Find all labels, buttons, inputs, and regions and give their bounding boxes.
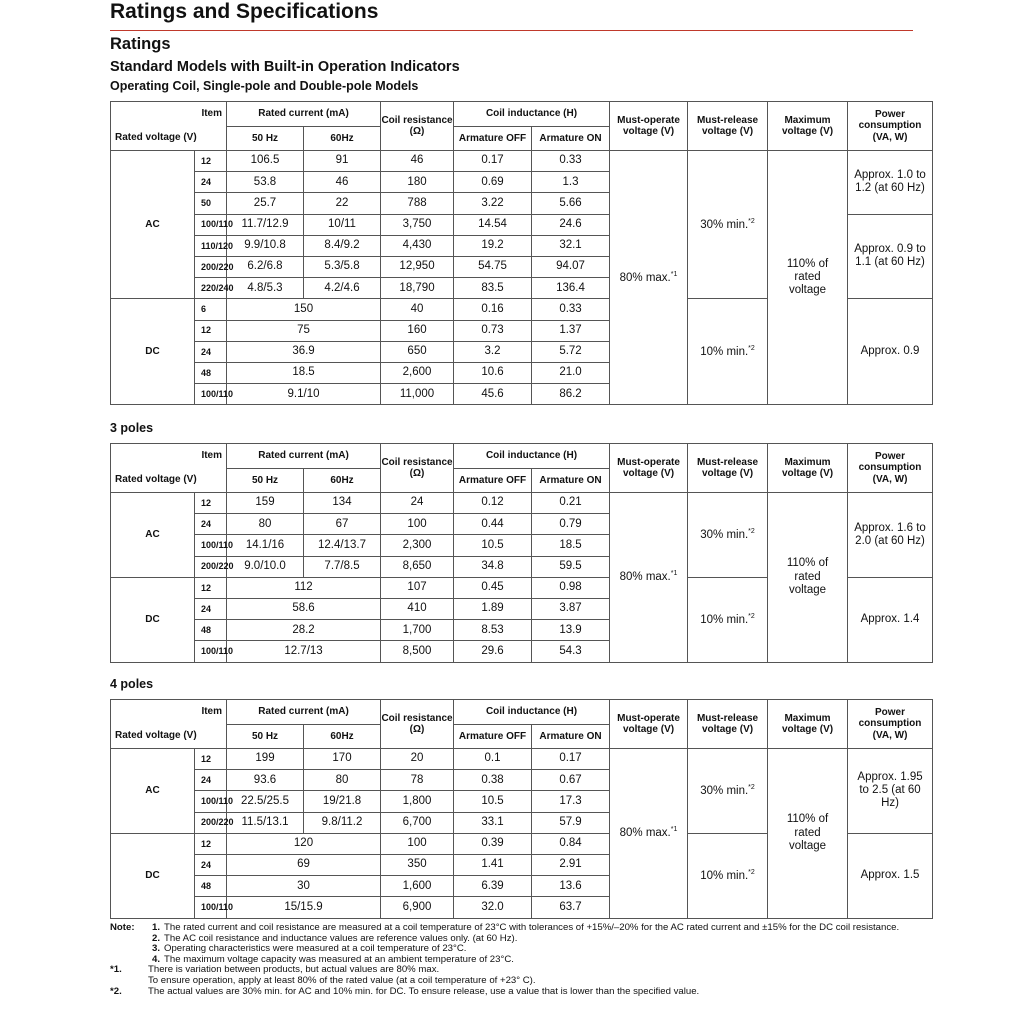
armature-off-cell: 0.17 (454, 151, 532, 172)
header-armature-off: Armature OFF (454, 126, 532, 151)
current-60hz-cell: 7.7/8.5 (304, 556, 381, 577)
armature-on-cell: 5.72 (532, 341, 610, 362)
coil-resistance-cell: 100 (381, 514, 454, 535)
must-operate-cell: 80% max.$^{*1}$ (610, 151, 688, 405)
power-ac-cell: Approx. 1.95 to 2.5 (at 60 Hz) (848, 749, 933, 834)
dc-group-label: DC (111, 577, 195, 662)
note-text: The rated current and coil resistance are measured at a coil temperature of 23°C with tolerances of +15%/–20% for the AC rated current and ±15% for the DC coil resistance. (164, 922, 900, 933)
armature-off-cell: 54.75 (454, 256, 532, 277)
header-max-voltage: Maximum voltage (V) (768, 700, 848, 749)
armature-on-cell: 1.37 (532, 320, 610, 341)
header-armature-on: Armature ON (532, 126, 610, 151)
header-armature-on: Armature ON (532, 724, 610, 749)
armature-off-cell: 0.73 (454, 320, 532, 341)
ac-group-label: AC (111, 151, 195, 299)
armature-off-cell: 32.0 (454, 897, 532, 918)
current-60hz-cell: 46 (304, 172, 381, 193)
current-50hz-cell: 6.2/6.8 (227, 256, 304, 277)
armature-off-cell: 19.2 (454, 235, 532, 256)
current-50hz-cell: 80 (227, 514, 304, 535)
current-50hz-cell: 53.8 (227, 172, 304, 193)
armature-on-cell: 13.6 (532, 876, 610, 897)
coil-resistance-cell: 160 (381, 320, 454, 341)
armature-on-cell: 0.33 (532, 151, 610, 172)
header-item: Item (111, 102, 227, 127)
current-50hz-cell: 25.7 (227, 193, 304, 214)
spec-table (110, 443, 933, 663)
header-coil-resistance: Coil resistance (Ω) (381, 700, 454, 749)
coil-resistance-cell: 40 (381, 299, 454, 320)
footnote-1-label: *1. (110, 964, 122, 976)
rated-voltage-cell: 200/220 (195, 256, 227, 277)
armature-on-cell: 86.2 (532, 384, 610, 405)
power-dc-cell: Approx. 1.4 (848, 577, 933, 662)
note-number: 3. (151, 943, 160, 955)
armature-on-cell: 0.33 (532, 299, 610, 320)
must-operate-cell: 80% max.$^{*1}$ (610, 749, 688, 919)
armature-on-cell: 32.1 (532, 235, 610, 256)
header-must-release: Must-release voltage (V) (688, 700, 768, 749)
header-coil-resistance: Coil resistance (Ω) (381, 444, 454, 493)
footnote-1-continued (110, 976, 915, 987)
rated-current-cell: 58.6 (227, 598, 381, 619)
coil-resistance-cell: 350 (381, 854, 454, 875)
coil-resistance-cell: 12,950 (381, 256, 454, 277)
armature-off-cell: 45.6 (454, 384, 532, 405)
armature-off-cell: 83.5 (454, 278, 532, 299)
ac-group-label: AC (111, 493, 195, 578)
rated-current-cell: 15/15.9 (227, 897, 381, 918)
armature-off-cell: 0.69 (454, 172, 532, 193)
rated-current-cell: 12.7/13 (227, 641, 381, 662)
current-60hz-cell: 170 (304, 749, 381, 770)
rated-current-cell: 120 (227, 833, 381, 854)
armature-on-cell: 63.7 (532, 897, 610, 918)
current-50hz-cell: 93.6 (227, 770, 304, 791)
header-rated-voltage: Rated voltage (V) (111, 724, 227, 749)
header-max-voltage: Maximum voltage (V) (768, 102, 848, 151)
spec-table (110, 699, 933, 919)
armature-off-cell: 0.16 (454, 299, 532, 320)
armature-on-cell: 2.91 (532, 854, 610, 875)
current-60hz-cell: 12.4/13.7 (304, 535, 381, 556)
footnote-2-text: The actual values are 30% min. for AC and 10% min. for DC. To ensure release, use a value that is lower than the specified value. (148, 985, 700, 997)
header-power: Power consumption (VA, W) (848, 444, 933, 493)
must-release-ac-cell: 30% min.$^{*2}$ (688, 749, 768, 834)
footnote-2-label: *2. (110, 985, 122, 997)
rated-voltage-cell: 200/220 (195, 556, 227, 577)
header-60hz: 60Hz (304, 468, 381, 493)
rated-voltage-cell: 100/110 (195, 791, 227, 812)
armature-on-cell: 54.3 (532, 641, 610, 662)
rated-voltage-cell: 220/240 (195, 278, 227, 299)
current-50hz-cell: 22.5/25.5 (227, 791, 304, 812)
footnote-1-text-2: To ensure operation, apply at least 80% of the rated value (at a coil temperature of +23° C). (148, 974, 536, 986)
max-voltage-cell: 110% of rated voltage (768, 151, 848, 405)
header-60hz: 60Hz (304, 724, 381, 749)
rated-voltage-cell: 24 (195, 770, 227, 791)
page-title: Ratings and Specifications (110, 0, 379, 23)
header-rated-current: Rated current (mA) (227, 102, 381, 127)
header-power: Power consumption (VA, W) (848, 700, 933, 749)
armature-on-cell: 57.9 (532, 812, 610, 833)
rated-voltage-cell: 12 (195, 320, 227, 341)
rated-current-cell: 69 (227, 854, 381, 875)
header-50hz: 50 Hz (227, 724, 304, 749)
current-60hz-cell: 134 (304, 493, 381, 514)
note-number: 4. (151, 953, 160, 965)
coil-resistance-cell: 2,300 (381, 535, 454, 556)
max-voltage-cell: 110% of rated voltage (768, 493, 848, 663)
rated-current-cell: 28.2 (227, 620, 381, 641)
rated-current-cell: 30 (227, 876, 381, 897)
must-release-dc-cell: 10% min.$^{*2}$ (688, 833, 768, 918)
header-50hz: 50 Hz (227, 468, 304, 493)
current-60hz-cell: 67 (304, 514, 381, 535)
note-item (110, 923, 915, 934)
dc-group-label: DC (111, 833, 195, 918)
rated-voltage-cell: 12 (195, 833, 227, 854)
rated-current-cell: 75 (227, 320, 381, 341)
current-50hz-cell: 11.7/12.9 (227, 214, 304, 235)
coil-resistance-cell: 78 (381, 770, 454, 791)
armature-on-cell: 59.5 (532, 556, 610, 577)
armature-off-cell: 1.89 (454, 598, 532, 619)
must-release-ac-cell: 30% min.$^{*2}$ (688, 493, 768, 578)
header-rated-current: Rated current (mA) (227, 444, 381, 469)
subsection-heading: Standard Models with Built-in Operation Indicators (110, 59, 460, 75)
rated-voltage-cell: 200/220 (195, 812, 227, 833)
rated-voltage-cell: 110/120 (195, 235, 227, 256)
rated-voltage-cell: 12 (195, 493, 227, 514)
power-ac-cell-2: Approx. 0.9 to 1.1 (at 60 Hz) (848, 214, 933, 299)
dc-group-label: DC (111, 299, 195, 405)
armature-on-cell: 17.3 (532, 791, 610, 812)
note-number: 1. (151, 922, 160, 933)
note-text: The AC coil resistance and inductance values are reference values only. (at 60 Hz). (164, 932, 518, 944)
header-must-release: Must-release voltage (V) (688, 102, 768, 151)
header-rated-voltage: Rated voltage (V) (111, 126, 227, 151)
current-60hz-cell: 5.3/5.8 (304, 256, 381, 277)
armature-off-cell: 6.39 (454, 876, 532, 897)
rated-voltage-cell: 100/110 (195, 897, 227, 918)
header-item: Item (111, 700, 227, 725)
current-50hz-cell: 199 (227, 749, 304, 770)
rated-current-cell: 9.1/10 (227, 384, 381, 405)
current-50hz-cell: 14.1/16 (227, 535, 304, 556)
armature-on-cell: 18.5 (532, 535, 610, 556)
coil-resistance-cell: 1,700 (381, 620, 454, 641)
rated-voltage-cell: 48 (195, 362, 227, 383)
current-60hz-cell: 80 (304, 770, 381, 791)
current-60hz-cell: 9.8/11.2 (304, 812, 381, 833)
coil-resistance-cell: 6,900 (381, 897, 454, 918)
current-60hz-cell: 4.2/4.6 (304, 278, 381, 299)
armature-off-cell: 14.54 (454, 214, 532, 235)
rated-current-cell: 112 (227, 577, 381, 598)
armature-on-cell: 1.3 (532, 172, 610, 193)
armature-off-cell: 0.1 (454, 749, 532, 770)
coil-resistance-cell: 3,750 (381, 214, 454, 235)
header-coil-inductance: Coil inductance (H) (454, 700, 610, 725)
coil-resistance-cell: 1,800 (381, 791, 454, 812)
rated-voltage-cell: 24 (195, 598, 227, 619)
armature-on-cell: 0.67 (532, 770, 610, 791)
current-50hz-cell: 9.9/10.8 (227, 235, 304, 256)
coil-resistance-cell: 410 (381, 598, 454, 619)
rated-voltage-cell: 24 (195, 341, 227, 362)
coil-resistance-cell: 20 (381, 749, 454, 770)
current-50hz-cell: 11.5/13.1 (227, 812, 304, 833)
section-label-3-poles: 3 poles (110, 421, 154, 435)
header-60hz: 60Hz (304, 126, 381, 151)
current-60hz-cell: 19/21.8 (304, 791, 381, 812)
power-dc-cell: Approx. 1.5 (848, 833, 933, 918)
footnote-2 (110, 987, 915, 998)
header-must-operate: Must-operate voltage (V) (610, 102, 688, 151)
coil-resistance-cell: 2,600 (381, 362, 454, 383)
notes-section (110, 923, 915, 997)
armature-on-cell: 0.98 (532, 577, 610, 598)
armature-off-cell: 0.12 (454, 493, 532, 514)
header-must-operate: Must-operate voltage (V) (610, 700, 688, 749)
armature-off-cell: 8.53 (454, 620, 532, 641)
header-must-operate: Must-operate voltage (V) (610, 444, 688, 493)
spec-table (110, 101, 933, 405)
current-50hz-cell: 9.0/10.0 (227, 556, 304, 577)
power-ac-cell: Approx. 1.6 to 2.0 (at 60 Hz) (848, 493, 933, 578)
coil-resistance-cell: 11,000 (381, 384, 454, 405)
rated-current-cell: 150 (227, 299, 381, 320)
armature-on-cell: 136.4 (532, 278, 610, 299)
current-60hz-cell: 91 (304, 151, 381, 172)
coil-resistance-cell: 24 (381, 493, 454, 514)
current-50hz-cell: 159 (227, 493, 304, 514)
armature-on-cell: 94.07 (532, 256, 610, 277)
power-ac-cell: Approx. 1.0 to 1.2 (at 60 Hz) (848, 151, 933, 215)
armature-on-cell: 0.84 (532, 833, 610, 854)
coil-resistance-cell: 8,650 (381, 556, 454, 577)
rated-voltage-cell: 6 (195, 299, 227, 320)
armature-off-cell: 0.44 (454, 514, 532, 535)
table-row (111, 493, 933, 514)
coil-resistance-cell: 6,700 (381, 812, 454, 833)
note-number: 2. (151, 932, 160, 944)
max-voltage-cell: 110% of rated voltage (768, 749, 848, 919)
armature-on-cell: 3.87 (532, 598, 610, 619)
rated-current-cell: 18.5 (227, 362, 381, 383)
coil-resistance-cell: 4,430 (381, 235, 454, 256)
current-60hz-cell: 22 (304, 193, 381, 214)
armature-off-cell: 10.5 (454, 535, 532, 556)
header-rated-current: Rated current (mA) (227, 700, 381, 725)
rated-voltage-cell: 100/110 (195, 535, 227, 556)
rated-voltage-cell: 12 (195, 151, 227, 172)
header-max-voltage: Maximum voltage (V) (768, 444, 848, 493)
current-60hz-cell: 10/11 (304, 214, 381, 235)
armature-on-cell: 0.17 (532, 749, 610, 770)
rated-voltage-cell: 100/110 (195, 641, 227, 662)
header-power: Power consumption (VA, W) (848, 102, 933, 151)
armature-on-cell: 5.66 (532, 193, 610, 214)
armature-off-cell: 29.6 (454, 641, 532, 662)
coil-resistance-cell: 8,500 (381, 641, 454, 662)
header-coil-inductance: Coil inductance (H) (454, 102, 610, 127)
armature-on-cell: 13.9 (532, 620, 610, 641)
coil-resistance-cell: 180 (381, 172, 454, 193)
coil-resistance-cell: 46 (381, 151, 454, 172)
armature-off-cell: 10.6 (454, 362, 532, 383)
ac-group-label: AC (111, 749, 195, 834)
header-item: Item (111, 444, 227, 469)
coil-resistance-cell: 788 (381, 193, 454, 214)
armature-on-cell: 24.6 (532, 214, 610, 235)
armature-off-cell: 10.5 (454, 791, 532, 812)
header-coil-inductance: Coil inductance (H) (454, 444, 610, 469)
rated-current-cell: 36.9 (227, 341, 381, 362)
must-release-dc-cell: 10% min.$^{*2}$ (688, 299, 768, 405)
header-armature-on: Armature ON (532, 468, 610, 493)
armature-on-cell: 0.21 (532, 493, 610, 514)
armature-off-cell: 0.38 (454, 770, 532, 791)
power-dc-cell: Approx. 0.9 (848, 299, 933, 405)
table-row (111, 749, 933, 770)
rated-voltage-cell: 12 (195, 749, 227, 770)
coil-resistance-cell: 18,790 (381, 278, 454, 299)
footnote-1-text: There is variation between products, but actual values are 80% max. (148, 964, 440, 976)
header-50hz: 50 Hz (227, 126, 304, 151)
armature-off-cell: 3.22 (454, 193, 532, 214)
armature-off-cell: 3.2 (454, 341, 532, 362)
rated-voltage-cell: 100/110 (195, 384, 227, 405)
rated-voltage-cell: 24 (195, 514, 227, 535)
section-label-4-poles: 4 poles (110, 677, 154, 691)
armature-off-cell: 33.1 (454, 812, 532, 833)
note-text: The maximum voltage capacity was measured at an ambient temperature of 23°C. (164, 953, 514, 965)
header-rated-voltage: Rated voltage (V) (111, 468, 227, 493)
coil-resistance-cell: 107 (381, 577, 454, 598)
rated-voltage-cell: 24 (195, 172, 227, 193)
armature-off-cell: 0.39 (454, 833, 532, 854)
armature-off-cell: 34.8 (454, 556, 532, 577)
header-armature-off: Armature OFF (454, 468, 532, 493)
header-armature-off: Armature OFF (454, 724, 532, 749)
current-50hz-cell: 4.8/5.3 (227, 278, 304, 299)
coil-resistance-cell: 1,600 (381, 876, 454, 897)
armature-on-cell: 0.79 (532, 514, 610, 535)
rated-voltage-cell: 50 (195, 193, 227, 214)
table-row (111, 151, 933, 172)
table-heading-single-double-pole: Operating Coil, Single-pole and Double-pole Models (110, 79, 419, 93)
armature-off-cell: 0.45 (454, 577, 532, 598)
note-label: Note: (110, 922, 135, 933)
title-divider (110, 30, 913, 31)
armature-on-cell: 21.0 (532, 362, 610, 383)
coil-resistance-cell: 650 (381, 341, 454, 362)
rated-voltage-cell: 100/110 (195, 214, 227, 235)
header-must-release: Must-release voltage (V) (688, 444, 768, 493)
section-heading-ratings: Ratings (110, 35, 171, 53)
note-text: Operating characteristics were measured at a coil temperature of 23°C. (164, 943, 467, 955)
rated-voltage-cell: 48 (195, 620, 227, 641)
rated-voltage-cell: 48 (195, 876, 227, 897)
coil-resistance-cell: 100 (381, 833, 454, 854)
armature-off-cell: 1.41 (454, 854, 532, 875)
header-coil-resistance: Coil resistance (Ω) (381, 102, 454, 151)
rated-voltage-cell: 24 (195, 854, 227, 875)
must-release-dc-cell: 10% min.$^{*2}$ (688, 577, 768, 662)
current-50hz-cell: 106.5 (227, 151, 304, 172)
must-operate-cell: 80% max.$^{*1}$ (610, 493, 688, 663)
rated-voltage-cell: 12 (195, 577, 227, 598)
current-60hz-cell: 8.4/9.2 (304, 235, 381, 256)
must-release-ac-cell: 30% min.$^{*2}$ (688, 151, 768, 299)
